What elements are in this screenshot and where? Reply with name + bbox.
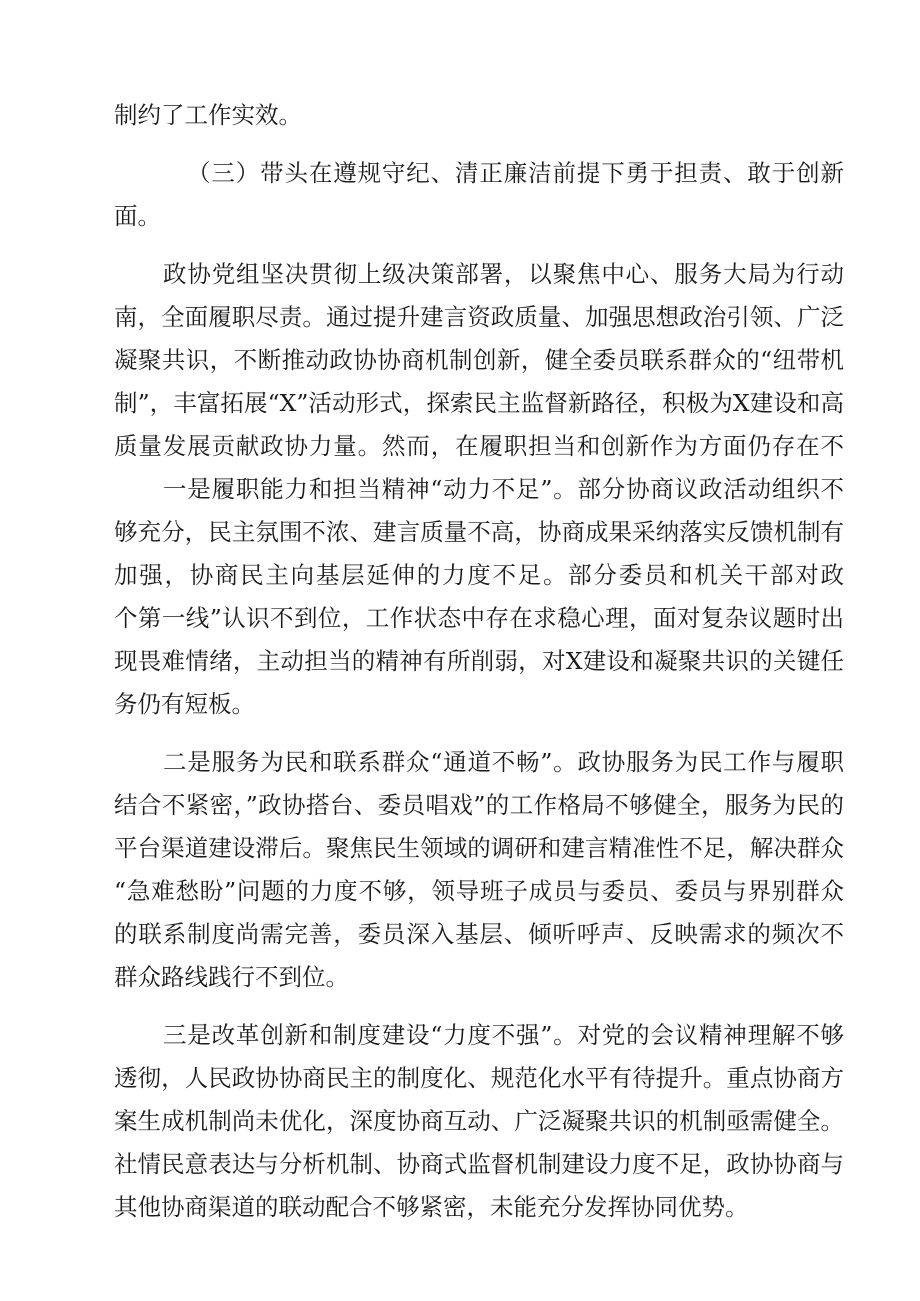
paragraph-line: 够充分，民主氛围不浓、建言质量不高，协商成果采纳落实反馈机制有 <box>114 518 844 546</box>
paragraph-line: 平台渠道建设滞后。聚焦民生领域的调研和建言精准性不足，解决群众 <box>114 834 844 862</box>
paragraph-line: 凝聚共识，不断推动政协协商机制创新，健全委员联系群众的“纽带机 <box>114 346 844 374</box>
paragraph-line: 群众路线践行不到位。 <box>114 963 349 991</box>
section-heading-line: 面。 <box>114 202 161 230</box>
document-body <box>114 94 844 1229</box>
paragraph-line: 案生成机制尚未优化，深度协商互动、广泛凝聚共识的机制亟需健全。 <box>114 1107 844 1135</box>
paragraph-line: 个第一线”认识不到位，工作状态中存在求稳心理，面对复杂议题时出 <box>114 604 844 632</box>
paragraph-line: 南，全面履职尽责。通过提升建言资政质量、加强思想政治引领、广泛 <box>114 303 844 331</box>
paragraph-line: 现畏难情绪，主动担当的精神有所削弱，对X建设和凝聚共识的关键任 <box>114 647 844 675</box>
paragraph-line: 社情民意表达与分析机制、协商式监督机制建设力度不足，政协协商与 <box>114 1150 844 1178</box>
paragraph-line: 制”，丰富拓展“X”活动形式，探索民主监督新路径，积极为X建设和高 <box>114 389 844 417</box>
paragraph-line: 政协党组坚决贯彻上级决策部署，以聚焦中心、服务大局为行动 <box>163 260 844 288</box>
paragraph-continuation-line: 制约了工作实效。 <box>114 101 302 129</box>
paragraph-line: 质量发展贡献政协力量。然而，在履职担当和创新作为方面仍存在不 <box>114 432 844 460</box>
paragraph-line: 二是服务为民和联系群众“通道不畅”。政协服务为民工作与履职 <box>163 748 844 776</box>
paragraph-line: 结合不紧密，”政协搭台、委员唱戏”的工作格局不够健全，服务为民的 <box>114 791 844 819</box>
paragraph-line: 的联系制度尚需完善，委员深入基层、倾听呼声、反映需求的频次不 <box>114 920 844 948</box>
section-heading-line: （三）带头在遵规守纪、清正廉洁前提下勇于担责、敢于创新 <box>187 159 844 187</box>
paragraph-line: 透彻，人民政协协商民主的制度化、规范化水平有待提升。重点协商方 <box>114 1064 844 1092</box>
paragraph-line: 务仍有短板。 <box>114 690 255 718</box>
paragraph-line: 三是改革创新和制度建设“力度不强”。对党的会议精神理解不够 <box>163 1021 844 1049</box>
paragraph-line: 其他协商渠道的联动配合不够紧密，未能充分发挥协同优势。 <box>114 1193 749 1221</box>
paragraph-line: 加强，协商民主向基层延伸的力度不足。部分委员和机关干部对政 <box>114 561 844 589</box>
paragraph-line: “急难愁盼”问题的力度不够，领导班子成员与委员、委员与界别群众 <box>114 877 844 905</box>
paragraph-line: 一是履职能力和担当精神“动力不足”。部分协商议政活动组织不 <box>163 475 844 503</box>
